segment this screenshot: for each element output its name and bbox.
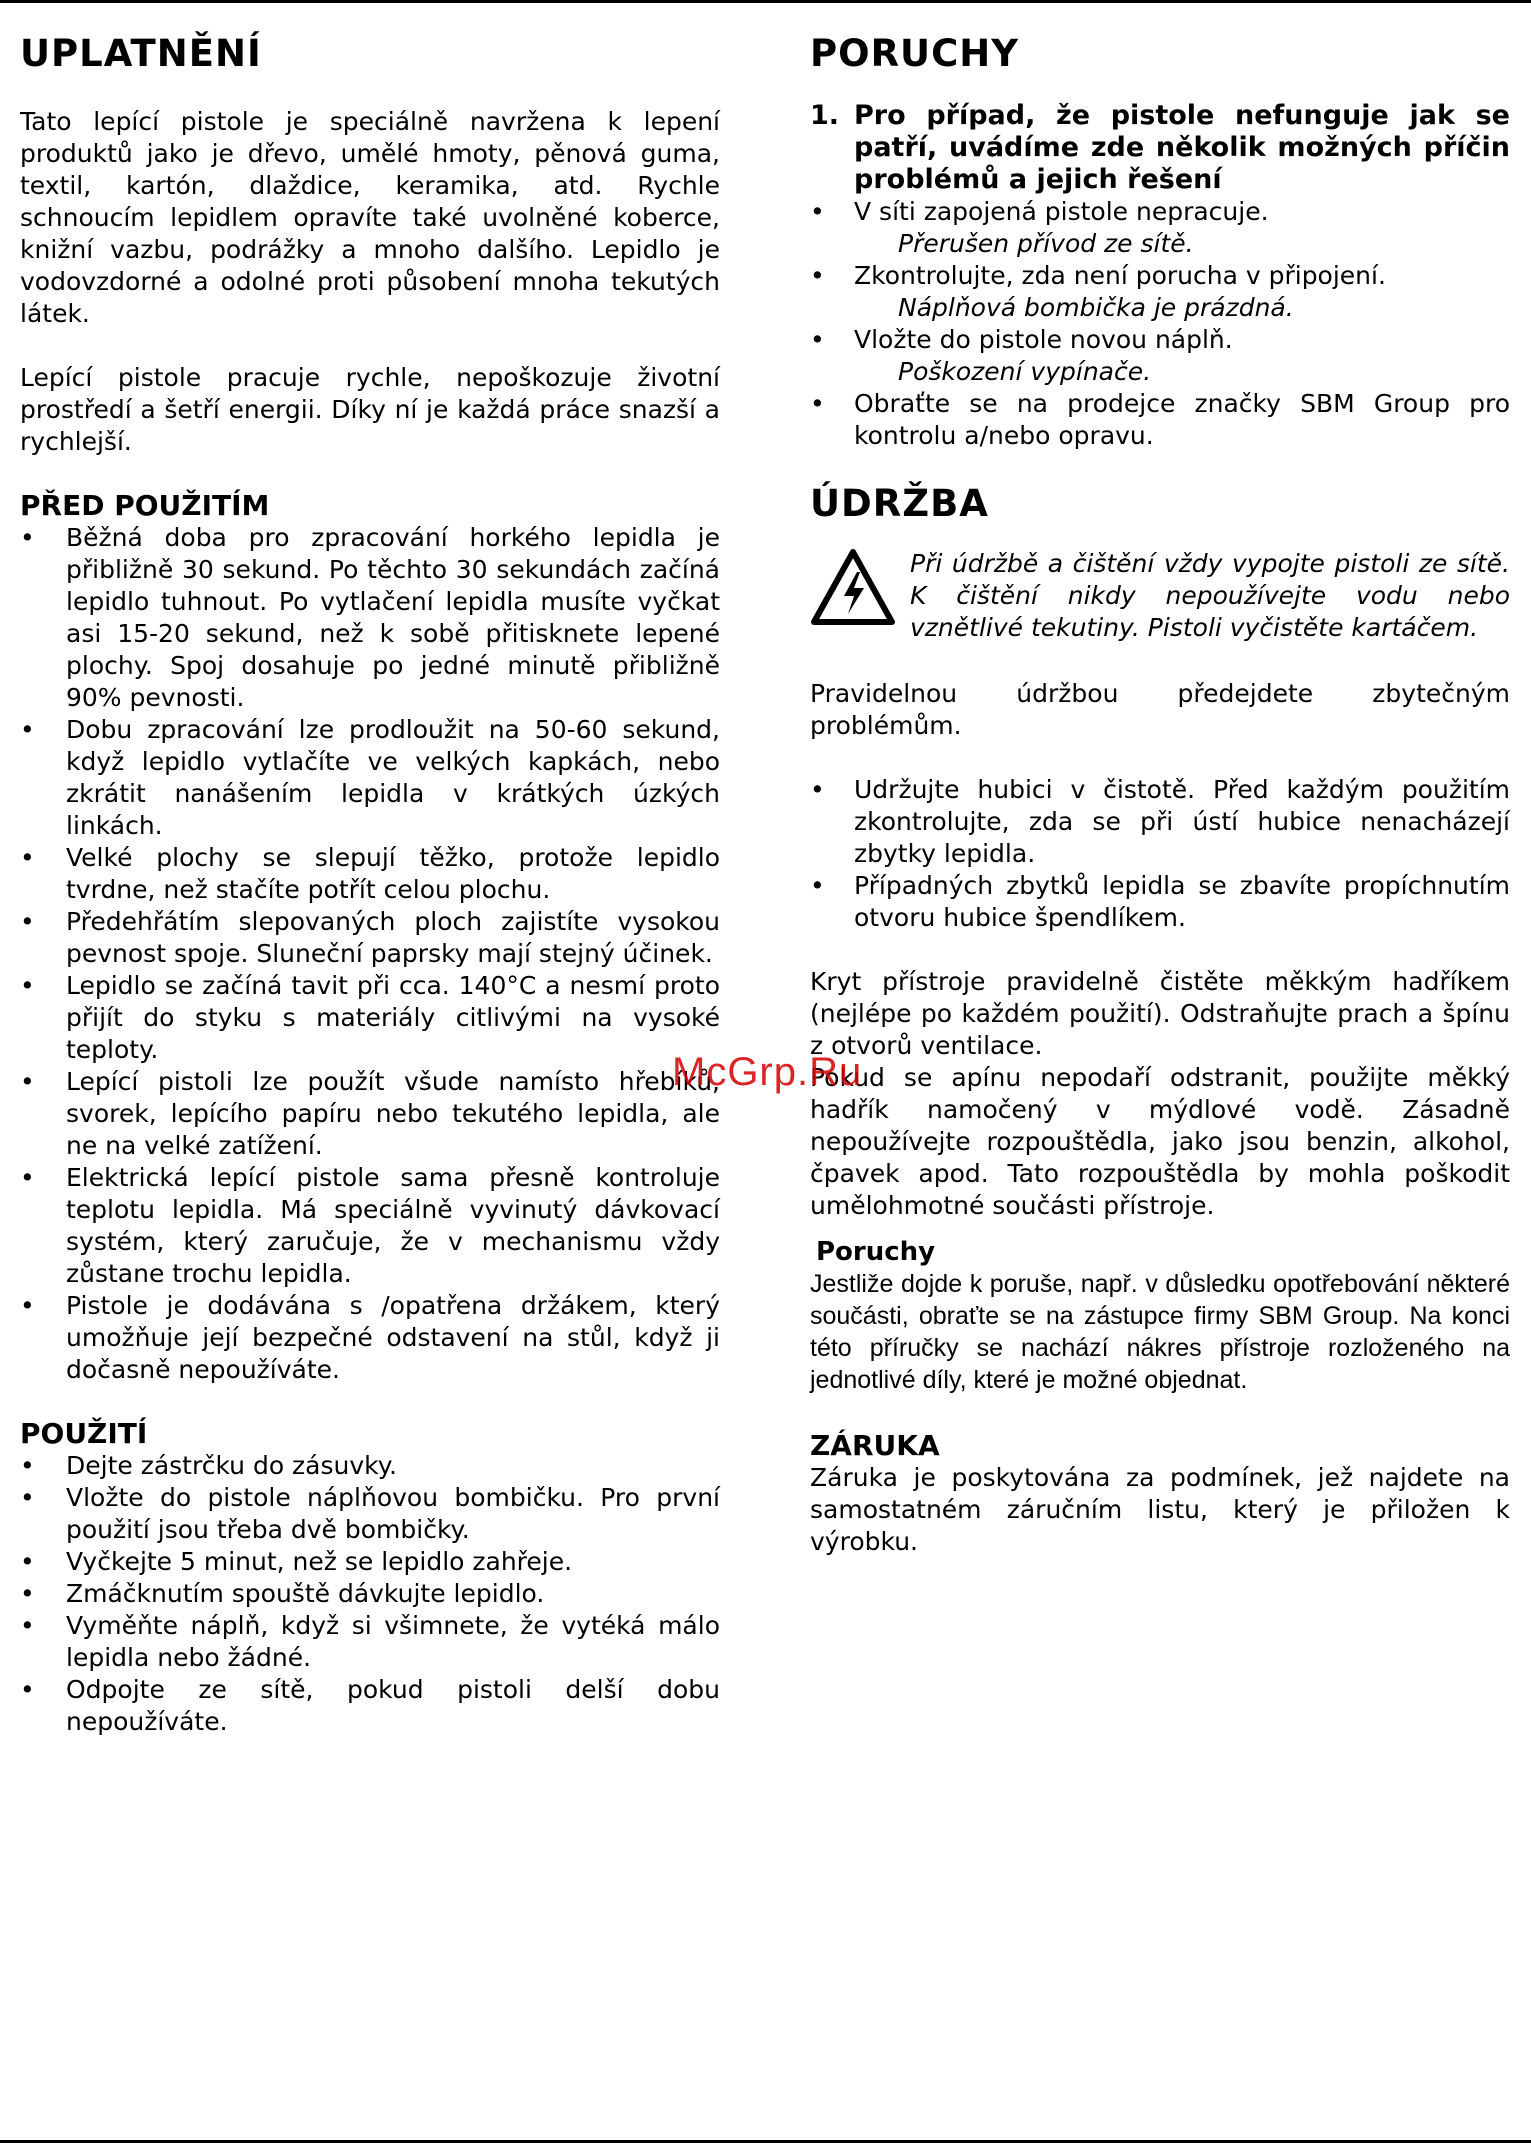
pouziti-list: [20, 1450, 720, 1738]
heading-uplatneni: UPLATNĚNÍ: [20, 32, 262, 75]
list-item: • Zmáčknutím spouště dávkujte lepidlo.: [20, 1578, 720, 1610]
item-number: 1.: [810, 100, 840, 131]
list-item: • Vyměňte náplň, když si všimnete, že vytéká málo lepidla nebo žádné.: [20, 1610, 720, 1674]
list-item-cause: Poškození vypínače.: [898, 357, 1152, 386]
list-item: • Elektrická lepící pistole sama přesně kontroluje teplotu lepidla. Má speciálně vyvinutý dávkovací systém, který zaručuje, že v mechanismu vždy zůstane trochu lepidla.: [20, 1162, 720, 1290]
pred-pouzitim-list: [20, 522, 720, 1386]
heading-poruchy-2: Poruchy: [816, 1237, 936, 1267]
list-item: • Vložte do pistole náplňovou bombičku. Pro první použití jsou třeba dvě bombičky.: [20, 1482, 720, 1546]
list-item-text: Obraťte se na prodejce značky SBM Group pro kontrolu a/nebo opravu.: [854, 389, 1510, 450]
list-item: • Dobu zpracování lze prodloužit na 50-60 sekund, když lepidlo vytlačíte ve velkých kapkách, nebo zkrátit nanášením lepidla v krátkých úzkých linkách.: [20, 714, 720, 842]
udrzba-paragraph-3: Pokud se apínu nepodaří odstranit, použijte měkký hadřík namočený v mýdlové vodě. Zásadně nepoužívejte rozpouštědla, jako jsou benzin, alkohol, čpavek apod. Tato rozpouštědla by mohla poškodit umělohmotné součásti přístroje.: [810, 1063, 1510, 1220]
list-item: [810, 388, 1510, 452]
list-item: • Odpojte ze sítě, pokud pistoli delší dobu nepoužíváte.: [20, 1674, 720, 1738]
list-item: [810, 324, 1510, 388]
list-item: • Vyčkejte 5 minut, než se lepidlo zahřeje.: [20, 1546, 720, 1578]
list-item: • Dejte zástrčku do zásuvky.: [20, 1450, 720, 1482]
udrzba-paragraph-1: Pravidelnou údržbou předejdete zbytečným problémům.: [810, 679, 1510, 740]
heading-pouziti: POUŽITÍ: [20, 1417, 148, 1450]
bottom-rule: [0, 2140, 1531, 2143]
list-item-text: V síti zapojená pistole nepracuje.: [854, 197, 1269, 226]
poruchy-2-text: Jestliže dojde k poruše, např. v důsledku opotřebování některé součásti, obraťte se na zástupce firmy SBM Group. Na konci této příručky se nachází nákres přístroje rozloženého na jednotlivé díly, které je možné objednat.: [810, 1270, 1510, 1394]
list-item: • Předehřátím slepovaných ploch zajistíte vysokou pevnost spoje. Sluneční paprsky mají stejný účinek.: [20, 906, 720, 970]
poruchy-intro-text: Pro případ, že pistole nefunguje jak se patří, uvádíme zde několik možných příčin problémů a jejich řešení: [854, 100, 1510, 195]
warning-block: [810, 548, 1510, 644]
list-item-text: Zkontrolujte, zda není porucha v připojení.: [854, 261, 1386, 290]
left-column: [20, 28, 720, 1770]
watermark: McGrp.Ru: [672, 1050, 863, 1094]
list-item-text: Vložte do pistole novou náplň.: [854, 325, 1233, 354]
list-item: • Pistole je dodávána s /opatřena držákem, který umožňuje její bezpečné odstavení na stůl, když ji dočasně nepoužíváte.: [20, 1290, 720, 1386]
poruchy-intro: [810, 100, 1510, 196]
uplatneni-paragraph-1: Tato lepící pistole je speciálně navržena k lepení produktů jako je dřevo, umělé hmoty, pěnová guma, textil, kartón, dlaždice, keramika, atd. Rychle schnoucím lepidlem opravíte také uvolněné koberce, knižní vazbu, podrážky a mnoho dalšího. Lepidlo je vodovzdorné a odolné proti působení mnoha tekutých látek.: [20, 107, 720, 328]
electric-hazard-icon: [810, 548, 896, 626]
heading-pred-pouzitim: PŘED POUŽITÍM: [20, 489, 270, 522]
right-column: [810, 28, 1510, 1590]
list-item: • Lepící pistoli lze použít všude namísto hřebíků, svorek, lepícího papíru nebo tekutého lepidla, ale ne na velké zatížení.: [20, 1066, 720, 1162]
list-item-cause: Náplňová bombička je prázdná.: [898, 293, 1294, 322]
heading-udrzba: ÚDRŽBA: [810, 482, 989, 525]
warning-text: Při údržbě a čištění vždy vypojte pistoli ze sítě. K čištění nikdy nepoužívejte vodu nebo vznětlivé tekutiny. Pistoli vyčistěte kartáčem.: [910, 549, 1510, 642]
list-item: [810, 196, 1510, 260]
list-item-cause: Přerušen přívod ze sítě.: [898, 229, 1194, 258]
top-rule: [0, 0, 1531, 3]
list-item: • Udržujte hubici v čistotě. Před každým použitím zkontrolujte, zda se při ústí hubice nenacházejí zbytky lepidla.: [810, 774, 1510, 870]
list-item: • Velké plochy se slepují těžko, protože lepidlo tvrdne, než stačíte potřít celou plochu.: [20, 842, 720, 906]
heading-poruchy: PORUCHY: [810, 32, 1020, 75]
zaruka-text: Záruka je poskytována za podmínek, jež najdete na samostatném záručním listu, který je přiložen k výrobku.: [810, 1463, 1510, 1556]
list-item: • Lepidlo se začíná tavit při cca. 140°C a nesmí proto přijít do styku s materiály citlivými na vysoké teploty.: [20, 970, 720, 1066]
udrzba-paragraph-2: Kryt přístroje pravidelně čistěte měkkým hadříkem (nejlépe po každém použití). Odstraňujte prach a špínu z otvorů ventilace.: [810, 967, 1510, 1060]
uplatneni-paragraph-2: Lepící pistole pracuje rychle, nepoškozuje životní prostředí a šetří energii. Díky ní je každá práce snazší a rychlejší.: [20, 363, 720, 456]
list-item: [810, 260, 1510, 324]
list-item: • Běžná doba pro zpracování horkého lepidla je přibližně 30 sekund. Po těchto 30 sekundách začíná lepidlo tuhnout. Po vytlačení lepidla musíte vyčkat asi 15-20 sekund, než k sobě přitisknete lepené plochy. Spoj dosahuje po jedné minutě přibližně 90% pevnosti.: [20, 522, 720, 714]
heading-zaruka: ZÁRUKA: [810, 1429, 940, 1462]
list-item: • Případných zbytků lepidla se zbavíte propíchnutím otvoru hubice špendlíkem.: [810, 870, 1510, 934]
udrzba-list: [810, 774, 1510, 934]
poruchy-list: [810, 196, 1510, 452]
